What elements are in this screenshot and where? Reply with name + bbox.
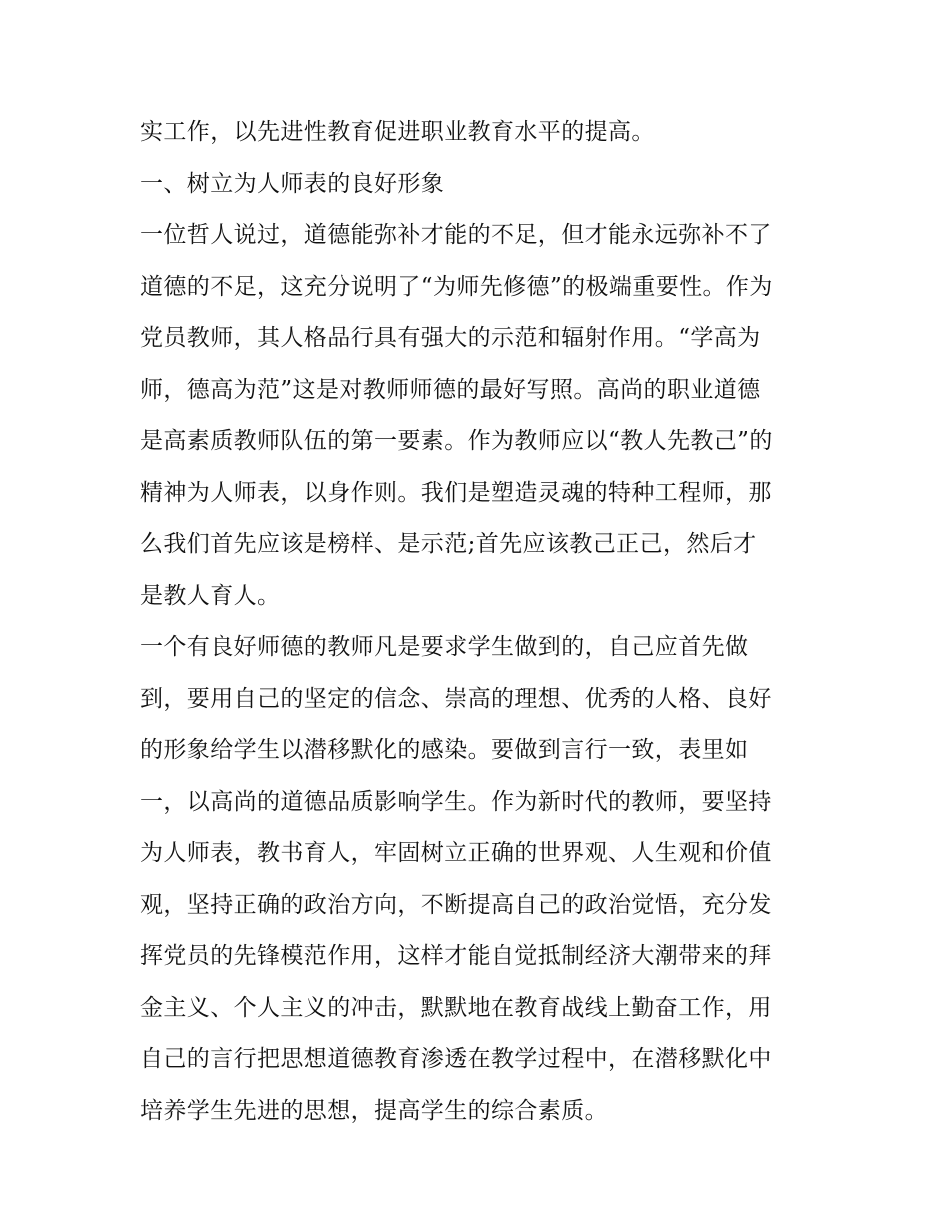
text-line: 师，德高为范”这是对教师师德的最好写照。高尚的职业道德	[140, 376, 761, 403]
text-line: 一位哲人说过，道德能弥补才能的不足，但才能永远弥补不了	[140, 222, 772, 248]
text-line: 自己的言行把思想道德教育渗透在教学过程中，在潜移默化中	[140, 1046, 772, 1072]
text-line: 精神为人师表，以身作则。我们是塑造灵魂的特种工程师，那	[140, 479, 772, 506]
text-line: 是教人育人。	[140, 582, 281, 609]
text-line: 党员教师，其人格品行具有强大的示范和辐射作用。“学高为	[140, 325, 761, 351]
text-line: 一，以高尚的道德品质影响学生。作为新时代的教师，要坚持	[140, 788, 772, 815]
text-line: 是高素质教师队伍的第一要素。作为教师应以“教人先教己”的	[140, 428, 773, 454]
text-line: 为人师表，教书育人，牢固树立正确的世界观、人生观和价值	[140, 840, 772, 866]
text-line: 观，坚持正确的政治方向，不断提高自己的政治觉悟，充分发	[140, 891, 772, 918]
text-line: 一个有良好师德的教师凡是要求学生做到的，自己应首先做	[140, 634, 749, 660]
text-line: 到，要用自己的坚定的信念、崇高的理想、优秀的人格、良好	[140, 685, 772, 712]
document-body	[140, 107, 820, 1137]
section-heading: 一、树立为人师表的良好形象	[140, 170, 445, 197]
text-line: 道德的不足，这充分说明了“为师先修德”的极端重要性。作为	[140, 273, 773, 300]
text-line: 的形象给学生以潜移默化的感染。要做到言行一致，表里如	[140, 737, 749, 763]
text-line-continuation: 实工作，以先进性教育促进职业教育水平的提高。	[140, 119, 655, 145]
text-line: 金主义、个人主义的冲击，默默地在教育战线上勤奋工作，用	[140, 994, 772, 1021]
text-line: 么我们首先应该是榜样、是示范;首先应该教己正己，然后才	[140, 531, 757, 557]
text-line: 培养学生先进的思想，提高学生的综合素质。	[140, 1097, 608, 1124]
text-line: 挥党员的先锋模范作用，这样才能自觉抵制经济大潮带来的拜	[140, 943, 772, 969]
